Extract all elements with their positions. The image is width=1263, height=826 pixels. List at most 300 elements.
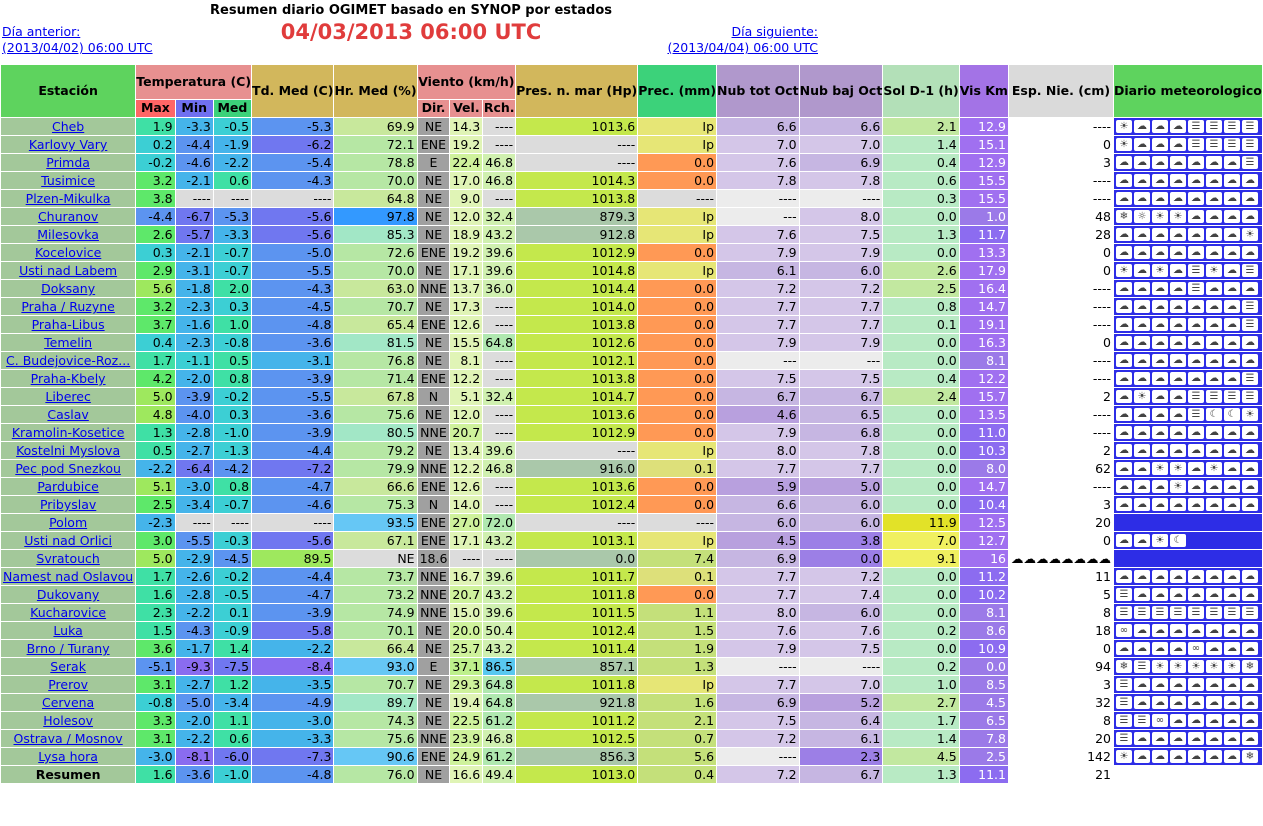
cell-diario: [1113, 280, 1262, 298]
station-link[interactable]: Svratouch: [1, 550, 136, 568]
cell-sol: 0.0: [883, 208, 959, 226]
weather-icon: ☰: [1188, 264, 1204, 277]
weather-icon: ☁: [1224, 372, 1240, 385]
cell-t-max: 3.2: [136, 172, 175, 190]
cell-nub-tot: ---: [717, 208, 800, 226]
cell-pressure: 1011.5: [516, 604, 638, 622]
cell-pressure: 1014.0: [516, 298, 638, 316]
cell-hr-med: 64.8: [334, 190, 417, 208]
station-link[interactable]: Brno / Turany: [1, 640, 136, 658]
weather-icon: ☁: [1224, 210, 1240, 223]
cell-wind-dir: NE: [417, 352, 450, 370]
station-link[interactable]: Kocelovice: [1, 244, 136, 262]
table-row: [1, 370, 1263, 388]
cell-esp-nieve: 20: [1008, 730, 1113, 748]
cell-sol: 0.0: [883, 244, 959, 262]
cell-hr-med: 75.6: [334, 730, 417, 748]
station-link[interactable]: Holesov: [1, 712, 136, 730]
weather-icon: ☁: [1206, 246, 1222, 259]
cell-wind-vel: 23.9: [450, 730, 483, 748]
cell-pressure: 1014.3: [516, 172, 638, 190]
cell-diario: [1113, 208, 1262, 226]
cell-precip: 0.0: [638, 424, 717, 442]
weather-icon: ☁: [1152, 246, 1168, 259]
cell-t-min: -2.3: [175, 334, 213, 352]
weather-icon: ☁: [1224, 336, 1240, 349]
cell-td-med: -3.0: [252, 712, 334, 730]
cell-t-med: 0.3: [213, 406, 251, 424]
cell-t-max: 3.2: [136, 298, 175, 316]
cell-t-min: -2.1: [175, 172, 213, 190]
cell-t-med: -0.7: [213, 496, 251, 514]
cell-t-min: ----: [175, 190, 213, 208]
cell-wind-rch: 43.2: [483, 532, 516, 550]
cell-t-med: 0.1: [213, 604, 251, 622]
weather-icon: ☀: [1152, 210, 1168, 223]
weather-icon: ☀: [1170, 462, 1186, 475]
weather-icon: ☰: [1206, 120, 1222, 133]
weather-icon: ☁: [1224, 678, 1240, 691]
weather-icon: ☀: [1206, 264, 1222, 277]
station-link[interactable]: Lysa hora: [1, 748, 136, 766]
summary-label: Resumen: [1, 766, 136, 784]
cell-nub-baj: 7.9: [799, 334, 883, 352]
cell-td-med: -4.5: [252, 298, 334, 316]
cell-precip: 0.0: [638, 334, 717, 352]
cell-nub-baj: 6.0: [799, 262, 883, 280]
cell-nub-tot: 7.8: [717, 172, 800, 190]
station-link[interactable]: Prerov: [1, 676, 136, 694]
station-link[interactable]: Polom: [1, 514, 136, 532]
cell-pressure: 1011.7: [516, 568, 638, 586]
weather-icon: ☁: [1152, 642, 1168, 655]
table-row: [1, 676, 1263, 694]
weather-icon: ☁: [1170, 498, 1186, 511]
cell-pressure: 1012.6: [516, 334, 638, 352]
cell-wind-rch: 46.8: [483, 172, 516, 190]
cell-esp-nieve: 2: [1008, 388, 1113, 406]
station-link[interactable]: Karlovy Vary: [1, 136, 136, 154]
cell-pressure: 1013.6: [516, 406, 638, 424]
cell-t-min: -4.4: [175, 136, 213, 154]
next-day-label[interactable]: Día siguiente:: [731, 24, 818, 39]
weather-icon: ☁: [1134, 300, 1150, 313]
cell-td-med: -2.2: [252, 640, 334, 658]
cell-nub-tot: 7.7: [717, 298, 800, 316]
cell-sol: 0.0: [883, 334, 959, 352]
cell-td-med: -5.3: [252, 118, 334, 136]
cell-nub-baj: 7.6: [799, 622, 883, 640]
cell-precip: 0.1: [638, 460, 717, 478]
cell-nub-baj: 7.0: [799, 676, 883, 694]
weather-icon: ☰: [1242, 390, 1258, 403]
weather-icon: ☁: [1134, 354, 1150, 367]
weather-icon: ☁: [1134, 588, 1150, 601]
weather-icon: ☰: [1224, 138, 1240, 151]
station-link[interactable]: Caslav: [1, 406, 136, 424]
cell-wind-vel: 15.5: [450, 334, 483, 352]
station-link[interactable]: Kostelni Myslova: [1, 442, 136, 460]
cell-td-med: -5.6: [252, 532, 334, 550]
cell-td-med: -3.6: [252, 406, 334, 424]
cell-diario: [1113, 478, 1262, 496]
cell-t-min: -4.0: [175, 406, 213, 424]
cell-t-min: -2.7: [175, 442, 213, 460]
cell-t-med: 1.4: [213, 640, 251, 658]
station-link[interactable]: Usti nad Labem: [1, 262, 136, 280]
table-row: [1, 640, 1263, 658]
next-day-link[interactable]: [667, 24, 818, 56]
cell-hr-med: 79.9: [334, 460, 417, 478]
weather-icon: ☀: [1188, 660, 1204, 673]
cell-sol: 0.0: [883, 478, 959, 496]
cell-t-max: 5.0: [136, 550, 175, 568]
cell-wind-vel: 12.2: [450, 370, 483, 388]
table-row: [1, 172, 1263, 190]
cell-esp-nieve: 18: [1008, 622, 1113, 640]
cell-esp-nieve: 32: [1008, 694, 1113, 712]
cell-diario: [1113, 550, 1262, 568]
col-vis-header: Vis Km: [959, 65, 1008, 118]
weather-icon: ☰: [1188, 408, 1204, 421]
cell-esp-nieve: ----: [1008, 424, 1113, 442]
cell-t-med: ----: [213, 190, 251, 208]
weather-icon: ☁: [1188, 624, 1204, 637]
cell-pressure: 1012.9: [516, 424, 638, 442]
cell-precip: Ip: [638, 208, 717, 226]
cell-nub-tot: 7.0: [717, 136, 800, 154]
weather-icon: ☁: [1242, 696, 1258, 709]
station-link[interactable]: Churanov: [1, 208, 136, 226]
station-link[interactable]: Plzen-Mikulka: [1, 190, 136, 208]
cell-vis: 13.5: [959, 406, 1008, 424]
cell-nub-baj: 2.3: [799, 748, 883, 766]
cell-vis: 11.2: [959, 568, 1008, 586]
weather-icon: ☁: [1242, 426, 1258, 439]
weather-icon: ☁: [1206, 444, 1222, 457]
cell-diario: [1113, 388, 1262, 406]
cell-wind-rch: 46.8: [483, 460, 516, 478]
cell-precip: 0.0: [638, 352, 717, 370]
cell-wind-dir: NE: [417, 262, 450, 280]
cell-wind-dir: NE: [417, 712, 450, 730]
cell-vis: 13.3: [959, 244, 1008, 262]
weather-icon: ☁: [1134, 318, 1150, 331]
cell-precip: 0.0: [638, 370, 717, 388]
cell-t-med: -1.3: [213, 442, 251, 460]
weather-icon: ☁: [1134, 696, 1150, 709]
cell-t-min: -3.3: [175, 118, 213, 136]
cell-wind-rch: ----: [483, 424, 516, 442]
cell-vis: 4.5: [959, 694, 1008, 712]
weather-icon: [1134, 516, 1150, 529]
weather-icon: ☁: [1116, 426, 1132, 439]
cell-sol: 0.0: [883, 352, 959, 370]
cell-nub-baj: 6.7: [799, 766, 883, 784]
cell-wind-rch: ----: [483, 298, 516, 316]
weather-icon: ☁: [1116, 480, 1132, 493]
weather-icon: ☁: [1152, 732, 1168, 745]
station-link[interactable]: Pec pod Snezkou: [1, 460, 136, 478]
station-link[interactable]: Kramolin-Kosetice: [1, 424, 136, 442]
cell-pressure: 1012.1: [516, 352, 638, 370]
station-link[interactable]: Serak: [1, 658, 136, 676]
weather-icon: ☁: [1242, 354, 1258, 367]
cell-vis: 10.4: [959, 496, 1008, 514]
weather-icon: ☁: [1206, 228, 1222, 241]
cell-nub-tot: 7.7: [717, 316, 800, 334]
cell-nub-baj: 7.8: [799, 442, 883, 460]
station-link[interactable]: Luka: [1, 622, 136, 640]
station-link[interactable]: Praha-Kbely: [1, 370, 136, 388]
weather-icon: ☁: [1152, 300, 1168, 313]
cell-diario: [1113, 424, 1262, 442]
cell-wind-dir: NE: [417, 172, 450, 190]
cell-pressure: 856.3: [516, 748, 638, 766]
weather-icon: ☁: [1134, 336, 1150, 349]
cell-sol: 0.6: [883, 172, 959, 190]
station-link[interactable]: Kucharovice: [1, 604, 136, 622]
station-link[interactable]: Primda: [1, 154, 136, 172]
cell-nub-tot: 4.6: [717, 406, 800, 424]
weather-icon: ☁: [1242, 624, 1258, 637]
cell-t-max: 1.7: [136, 568, 175, 586]
cell-t-med: -3.4: [213, 694, 251, 712]
station-link[interactable]: Pardubice: [1, 478, 136, 496]
cell-wind-rch: ----: [483, 406, 516, 424]
cell-nub-baj: 5.0: [799, 478, 883, 496]
weather-icon: ☀: [1116, 750, 1132, 763]
weather-icon: ☁: [1134, 156, 1150, 169]
station-link[interactable]: Liberec: [1, 388, 136, 406]
cell-vis: 2.5: [959, 748, 1008, 766]
cell-wind-vel: 22.5: [450, 712, 483, 730]
prev-day-date[interactable]: (2013/04/02) 06:00 UTC: [2, 40, 153, 55]
station-link[interactable]: Pribyslav: [1, 496, 136, 514]
weather-icon: ☁: [1188, 732, 1204, 745]
cell-t-min: -2.1: [175, 244, 213, 262]
weather-icon: ☁: [1206, 750, 1222, 763]
weather-icon: ☰: [1134, 660, 1150, 673]
weather-icon: ☁: [1224, 192, 1240, 205]
cell-td-med: -3.3: [252, 730, 334, 748]
weather-icon: ☁: [1116, 462, 1132, 475]
weather-icon: ☾: [1224, 408, 1240, 421]
cell-pressure: 1013.6: [516, 118, 638, 136]
weather-icon: ☁: [1188, 174, 1204, 187]
cell-sol: 0.2: [883, 622, 959, 640]
cell-precip: ----: [638, 514, 717, 532]
cell-t-min: -9.3: [175, 658, 213, 676]
weather-icon: ☰: [1188, 390, 1204, 403]
cell-hr-med: 69.9: [334, 118, 417, 136]
cell-hr-med: 89.7: [334, 694, 417, 712]
cell-precip: Ip: [638, 118, 717, 136]
cell-nub-baj: 7.0: [799, 136, 883, 154]
cell-wind-dir: NE: [417, 406, 450, 424]
weather-icon: ☁: [1170, 588, 1186, 601]
weather-icon: ☁: [1170, 318, 1186, 331]
cell-diario: [1113, 370, 1262, 388]
station-link[interactable]: Ostrava / Mosnov: [1, 730, 136, 748]
weather-icon: ☁: [1242, 444, 1258, 457]
cell-wind-vel: 14.3: [450, 118, 483, 136]
weather-icon: ☰: [1116, 588, 1132, 601]
weather-icon: ☁: [1188, 246, 1204, 259]
cell-diario: [1113, 712, 1262, 730]
weather-icon: ☁: [1170, 714, 1186, 727]
cell-wind-rch: 86.5: [483, 658, 516, 676]
weather-icon: ☁: [1170, 750, 1186, 763]
cell-t-med: -0.7: [213, 244, 251, 262]
cell-wind-rch: 43.2: [483, 586, 516, 604]
cell-nub-tot: 8.0: [717, 604, 800, 622]
cell-t-max: 1.7: [136, 352, 175, 370]
station-link[interactable]: C. Budejovice-Roz...: [1, 352, 136, 370]
cell-wind-rch: 39.6: [483, 244, 516, 262]
cell-t-med: 0.5: [213, 352, 251, 370]
weather-icon: ☁: [1152, 354, 1168, 367]
cell-sol: 2.7: [883, 694, 959, 712]
station-link[interactable]: Doksany: [1, 280, 136, 298]
cell-diario: [1113, 118, 1262, 136]
cell-wind-dir: NNE: [417, 586, 450, 604]
cell-diario: [1113, 640, 1262, 658]
weather-icon: ☁: [1224, 246, 1240, 259]
weather-icon: ☁: [1188, 462, 1204, 475]
cell-wind-rch: 49.4: [483, 766, 516, 784]
cell-sol: 4.5: [883, 748, 959, 766]
weather-icon: ☀: [1152, 660, 1168, 673]
station-link[interactable]: Milesovka: [1, 226, 136, 244]
weather-icon: ☰: [1206, 138, 1222, 151]
weather-icon: ☰: [1116, 696, 1132, 709]
weather-icon: ☁: [1134, 624, 1150, 637]
cell-precip: 1.3: [638, 658, 717, 676]
cell-t-min: -2.7: [175, 676, 213, 694]
cell-td-med: -3.9: [252, 424, 334, 442]
cell-nub-baj: 6.1: [799, 730, 883, 748]
cell-wind-rch: ----: [483, 316, 516, 334]
cell-precip: 1.1: [638, 604, 717, 622]
cell-td-med: -4.7: [252, 478, 334, 496]
cell-wind-vel: 20.0: [450, 622, 483, 640]
cell-wind-vel: 19.2: [450, 136, 483, 154]
cell-diario: [1113, 730, 1262, 748]
cell-vis: 15.5: [959, 190, 1008, 208]
cell-nub-baj: ---: [799, 352, 883, 370]
cell-wind-vel: 25.7: [450, 640, 483, 658]
cell-t-med: -1.9: [213, 136, 251, 154]
cell-t-med: 1.2: [213, 676, 251, 694]
weather-icon: ☁: [1224, 264, 1240, 277]
prev-day-label[interactable]: Día anterior:: [2, 24, 81, 39]
cell-precip: Ip: [638, 136, 717, 154]
cell-td-med: -4.8: [252, 316, 334, 334]
table-row: [1, 406, 1263, 424]
cell-t-min: -3.1: [175, 262, 213, 280]
cell-wind-vel: 18.9: [450, 226, 483, 244]
weather-icon: ☁: [1188, 210, 1204, 223]
cell-wind-rch: 39.6: [483, 442, 516, 460]
weather-icon: ☁: [1206, 696, 1222, 709]
station-link[interactable]: Cheb: [1, 118, 136, 136]
cell-vis: 16: [959, 550, 1008, 568]
cell-pressure: 1013.8: [516, 370, 638, 388]
station-link[interactable]: Usti nad Orlici: [1, 532, 136, 550]
next-day-date[interactable]: (2013/04/04) 06:00 UTC: [667, 40, 818, 55]
weather-icon: ☁: [1134, 498, 1150, 511]
station-link[interactable]: Tusimice: [1, 172, 136, 190]
cell-t-min: -2.6: [175, 568, 213, 586]
station-link[interactable]: Praha / Ruzyne: [1, 298, 136, 316]
cell-t-max: -2.3: [136, 514, 175, 532]
cell-nub-tot: 8.0: [717, 442, 800, 460]
cell-sol: 1.0: [883, 676, 959, 694]
cell-diario: [1113, 568, 1262, 586]
weather-icon: ☁: [1206, 192, 1222, 205]
weather-icon: ☁: [1242, 714, 1258, 727]
cell-wind-vel: 17.3: [450, 298, 483, 316]
cell-t-med: 0.8: [213, 370, 251, 388]
table-row: [1, 748, 1263, 766]
cell-t-med: 2.0: [213, 280, 251, 298]
weather-icon: ☁: [1134, 570, 1150, 583]
station-link[interactable]: Praha-Libus: [1, 316, 136, 334]
cell-t-med: -4.2: [213, 460, 251, 478]
cell-diario: [1113, 316, 1262, 334]
cell-pressure: 1012.4: [516, 496, 638, 514]
cell-nub-baj: ----: [799, 190, 883, 208]
cell-wind-vel: 16.6: [450, 766, 483, 784]
table-row: [1, 658, 1263, 676]
cell-pressure: 0.0: [516, 550, 638, 568]
cell-esp-nieve: ----: [1008, 298, 1113, 316]
weather-icon: ☁: [1116, 300, 1132, 313]
station-link[interactable]: Cervena: [1, 694, 136, 712]
cell-esp-nieve: 0: [1008, 532, 1113, 550]
weather-icon: ☁: [1224, 750, 1240, 763]
cell-nub-baj: 6.7: [799, 388, 883, 406]
weather-icon: [1206, 534, 1222, 547]
col-dir-header: Dir.: [417, 99, 450, 117]
cell-t-min: -3.0: [175, 478, 213, 496]
station-link[interactable]: Dukovany: [1, 586, 136, 604]
table-row: [1, 712, 1263, 730]
cell-hr-med: 67.8: [334, 388, 417, 406]
cell-vis: 12.9: [959, 154, 1008, 172]
cell-sol: 1.4: [883, 136, 959, 154]
cell-nub-tot: ----: [717, 748, 800, 766]
cell-wind-rch: ----: [483, 118, 516, 136]
cell-vis: 0.0: [959, 658, 1008, 676]
weather-icon: ☁: [1224, 156, 1240, 169]
cell-hr-med: 72.1: [334, 136, 417, 154]
cell-nub-baj: 7.5: [799, 226, 883, 244]
table-row: [1, 496, 1263, 514]
cell-esp-nieve: ----: [1008, 478, 1113, 496]
station-link[interactable]: Temelin: [1, 334, 136, 352]
cell-sol: 0.0: [883, 406, 959, 424]
table-row: [1, 262, 1263, 280]
weather-icon: ☁: [1242, 570, 1258, 583]
weather-icon: ☁: [1152, 696, 1168, 709]
cell-vis: 19.1: [959, 316, 1008, 334]
cell-esp-nieve: 0: [1008, 244, 1113, 262]
cell-t-max: 3.1: [136, 730, 175, 748]
weather-icon: ☀: [1134, 390, 1150, 403]
station-link[interactable]: Namest nad Oslavou: [1, 568, 136, 586]
